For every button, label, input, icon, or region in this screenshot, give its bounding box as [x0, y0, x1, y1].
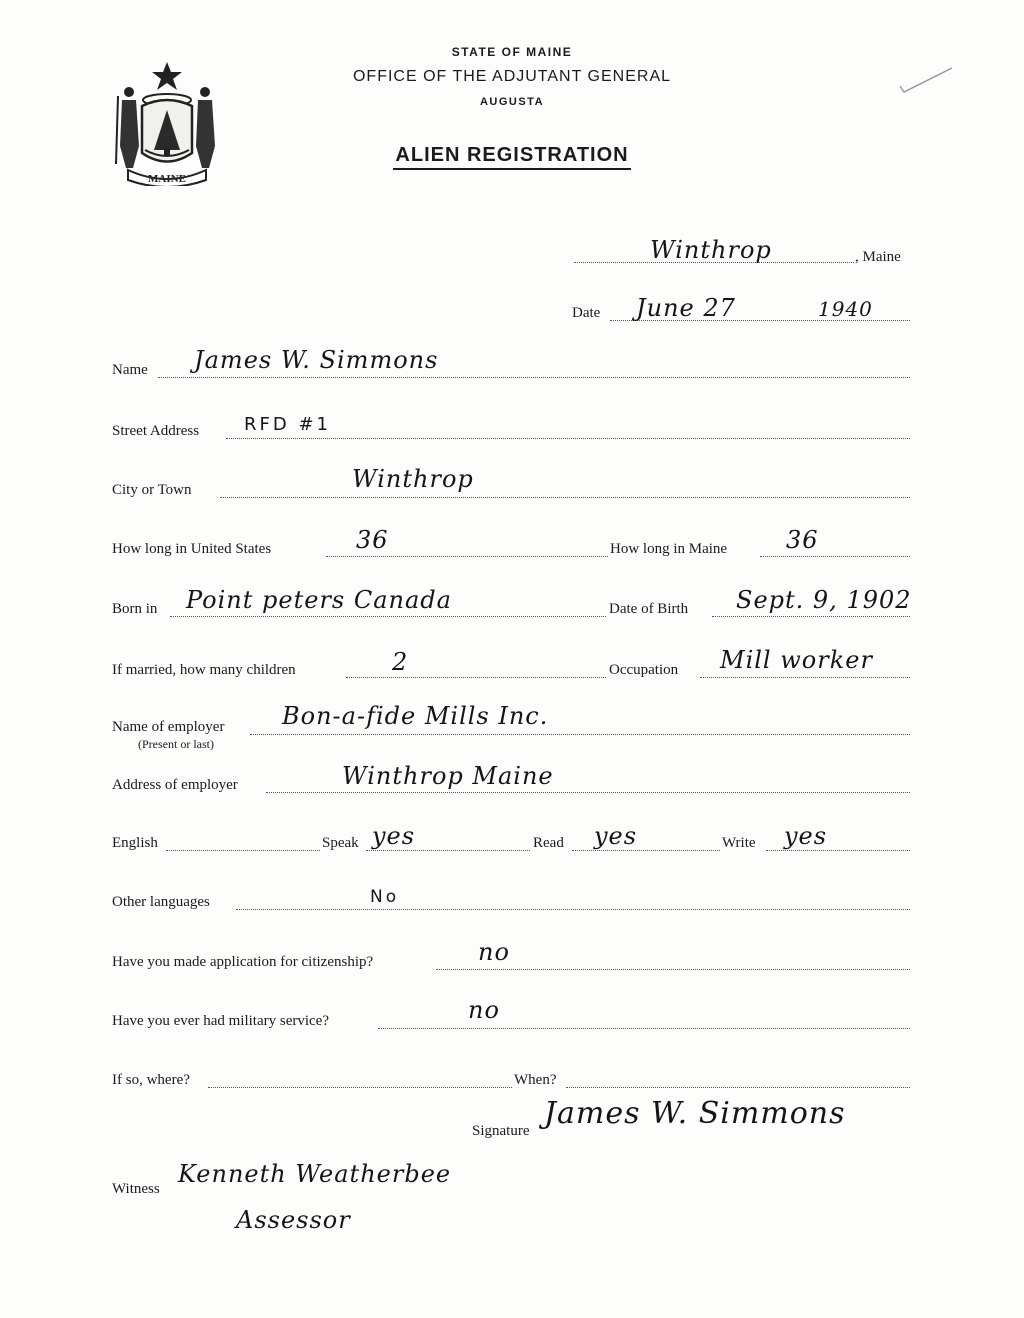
read-label: Read: [533, 835, 564, 851]
other-languages-value: No: [370, 887, 400, 907]
occupation-label: Occupation: [609, 662, 679, 678]
employer-address-line: [266, 792, 910, 793]
office-heading: OFFICE OF THE ADJUTANT GENERAL: [352, 68, 672, 85]
dob-value: Sept. 9, 1902: [736, 586, 912, 614]
occupation-line: [700, 677, 910, 678]
when-label: When?: [514, 1072, 557, 1088]
employer-label: Name of employer: [112, 719, 225, 735]
employer-line: [250, 734, 910, 735]
city-value: Winthrop: [352, 465, 474, 493]
town-value: Winthrop: [650, 236, 772, 264]
when-line: [566, 1087, 910, 1088]
where-label: If so, where?: [112, 1072, 190, 1088]
name-line: [158, 377, 910, 378]
state-heading: STATE OF MAINE: [451, 45, 573, 59]
form-title-text: ALIEN REGISTRATION: [393, 144, 630, 170]
write-line: [766, 850, 910, 851]
other-languages-label: Other languages: [112, 894, 210, 910]
date-month-day-value: June 27: [636, 294, 736, 322]
military-value: no: [468, 996, 500, 1024]
name-label: Name: [112, 362, 148, 378]
form-title: [0, 144, 1024, 167]
dob-label: Date of Birth: [609, 601, 689, 617]
employer-value: Bon-a-fide Mills Inc.: [282, 702, 549, 730]
citizenship-label: Have you made application for citizenship?: [112, 954, 374, 970]
speak-value: yes: [372, 822, 416, 850]
street-line: [226, 438, 910, 439]
write-label: Write: [722, 835, 756, 851]
state-suffix-label: , Maine: [855, 249, 901, 265]
street-value: RFD #1: [244, 414, 331, 435]
english-line: [166, 850, 320, 851]
english-label: English: [112, 835, 158, 851]
citizenship-value: no: [478, 938, 510, 966]
speak-label: Speak: [322, 835, 359, 851]
how-long-me-label: How long in Maine: [610, 541, 728, 557]
write-value: yes: [784, 822, 828, 850]
witness-title-value: Assessor: [236, 1206, 351, 1234]
children-line: [346, 677, 606, 678]
children-value: 2: [392, 648, 409, 676]
where-line: [208, 1087, 512, 1088]
street-label: Street Address: [112, 423, 200, 439]
seal-text: MAINE: [148, 173, 186, 185]
date-year-value: 1940: [818, 297, 873, 321]
witness-name-value: Kenneth Weatherbee: [178, 1160, 452, 1188]
children-label: If married, how many children: [112, 662, 296, 678]
how-long-me-value: 36: [786, 526, 819, 554]
speak-line: [366, 850, 530, 851]
other-languages-line: [236, 909, 910, 910]
citizenship-line: [436, 969, 910, 970]
occupation-value: Mill worker: [720, 646, 873, 674]
city-line: [220, 497, 910, 498]
read-line: [572, 850, 720, 851]
how-long-me-line: [760, 556, 910, 557]
date-label: Date: [572, 305, 601, 321]
signature-value: James W. Simmons: [544, 1096, 846, 1131]
name-value: James W. Simmons: [194, 346, 439, 374]
signature-label: Signature: [472, 1123, 530, 1139]
check-mark-icon: [898, 62, 954, 98]
born-in-line: [170, 616, 606, 617]
military-line: [378, 1028, 910, 1029]
witness-label: Witness: [112, 1181, 160, 1197]
born-in-label: Born in: [112, 601, 158, 617]
city-heading: AUGUSTA: [479, 96, 545, 108]
read-value: yes: [594, 822, 638, 850]
employer-address-label: Address of employer: [112, 777, 238, 793]
city-label: City or Town: [112, 482, 192, 498]
employer-note-label: (Present or last): [138, 737, 214, 751]
born-in-value: Point peters Canada: [186, 586, 452, 614]
how-long-us-line: [326, 556, 608, 557]
how-long-us-label: How long in United States: [112, 541, 272, 557]
employer-address-value: Winthrop Maine: [342, 762, 554, 790]
military-label: Have you ever had military service?: [112, 1013, 329, 1029]
dob-line: [712, 616, 910, 617]
how-long-us-value: 36: [356, 526, 389, 554]
